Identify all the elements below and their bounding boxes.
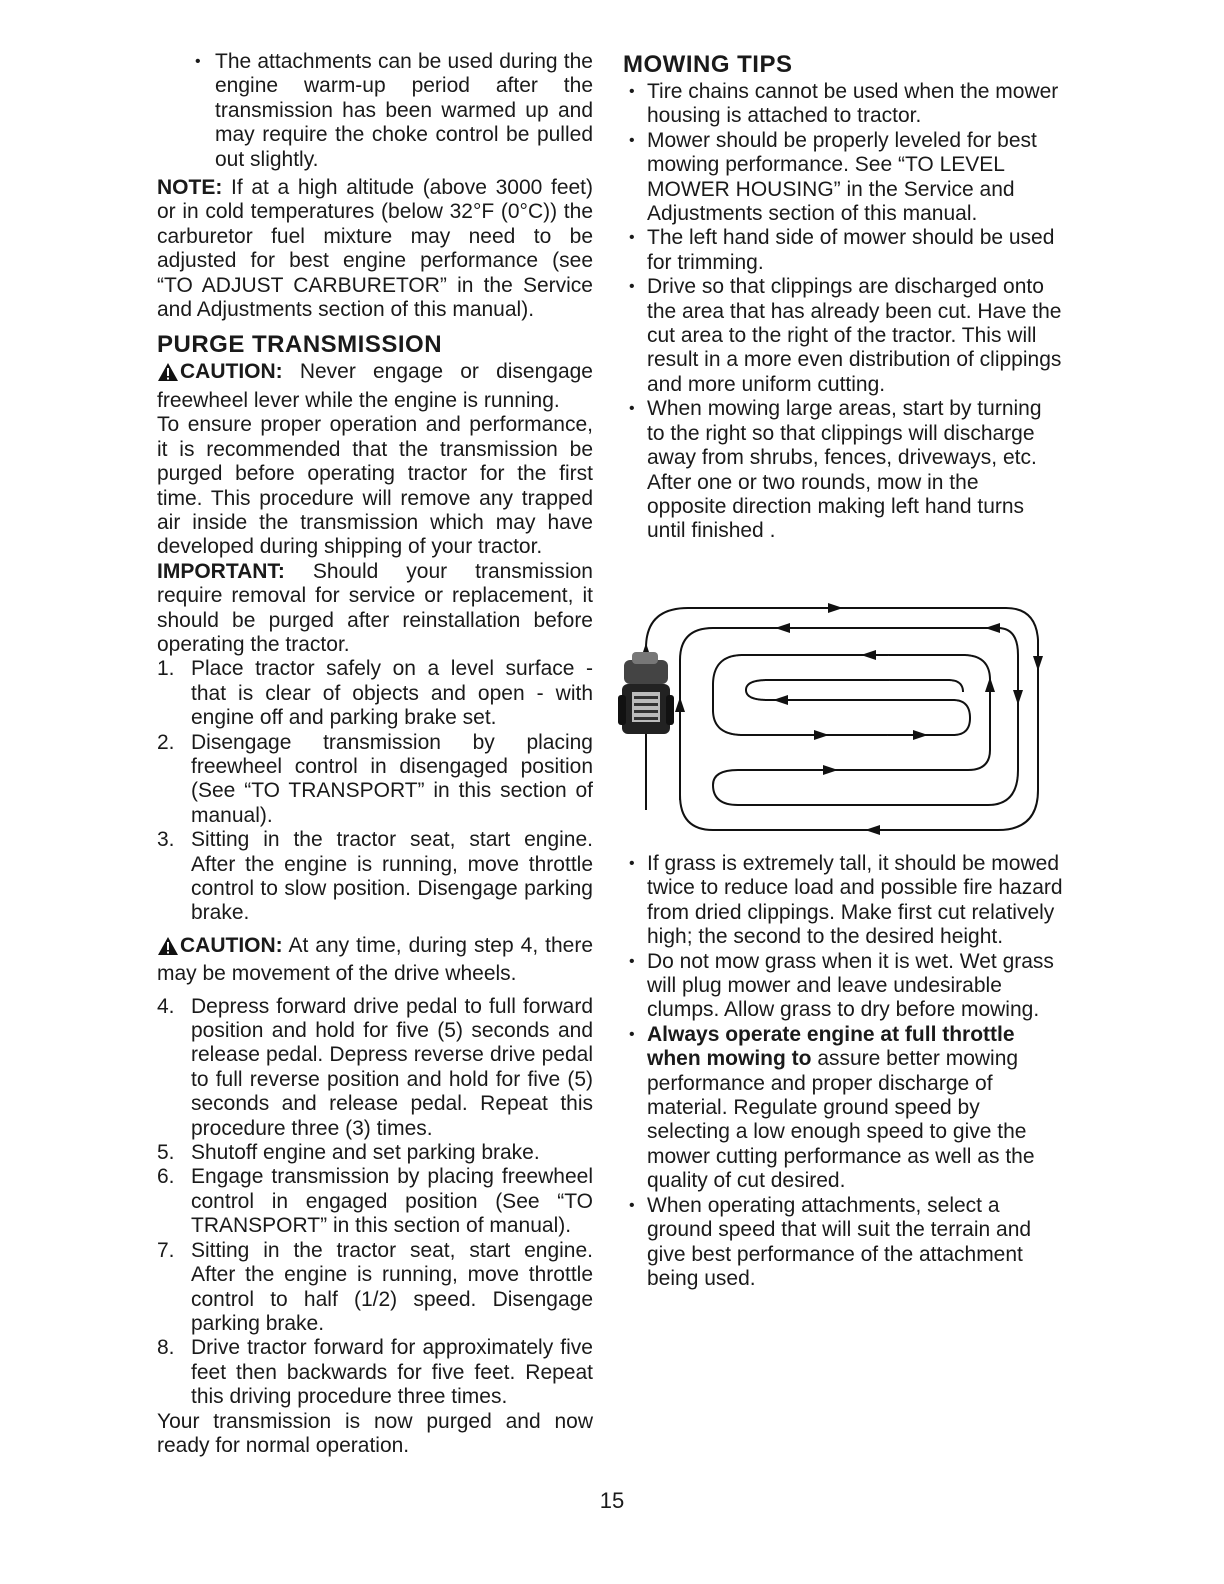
important-text: Should your transmission require removal for service or replacement, it should be purged after reinstallation before operating the tractor. <box>157 559 593 656</box>
step-text: Disengage transmission by placing freewheel control in disengaged position (See “TO TRANSPORT” in this section of manual). <box>191 730 593 827</box>
tractor-icon <box>618 652 674 734</box>
note-text: If at a high altitude (above 3000 feet) or in cold temperatures (below 32°F (0°C)) the carburetor fuel mixture may need to be adjusted for best engine performance (see “TO ADJUST CARBURETOR” in the Service and Adjustments section of this manual). <box>157 176 593 322</box>
page-number: 15 <box>599 1488 625 1513</box>
step-item <box>157 1141 593 1165</box>
throttle-text: assure better mowing performance and proper discharge of material. Regulate ground speed by selecting a low enough speed to give the mower cutting performance as well as the quality of cut desired. <box>647 1047 1035 1193</box>
step-item <box>157 995 593 1141</box>
caution-paragraph-1 <box>157 360 593 413</box>
tip-item: • Mower should be properly leveled for best mowing performance. See “TO LEVEL MOWER HOUSING” in the Service and Adjustments section of this manual. <box>623 129 1063 227</box>
step-number: 2. <box>157 730 175 754</box>
inner-path <box>713 655 990 750</box>
right-column <box>623 50 1063 544</box>
step-text: Depress forward drive pedal to full forward position and hold for five (5) seconds and release pedal. Depress reverse drive pedal to full reverse position and hold for five (5) seconds and release pedal. Repeat this procedure three (3) times. <box>191 994 593 1140</box>
throttle-bold: Always operate engine at full throttle when mowing to <box>647 1022 1015 1071</box>
step-item <box>157 1165 593 1238</box>
step-text: Sitting in the tractor seat, start engine. After the engine is running, move throttle control to slow position. Disengage parking brake. <box>191 828 593 925</box>
outer-path <box>646 608 1038 830</box>
steps-list-a <box>157 657 593 925</box>
step-text: Place tractor safely on a level surface - that is clear of objects and open - with engine off and parking brake set. <box>191 657 593 730</box>
tip-item: • When mowing large areas, start by turning to the right so that clippings will discharge away from shrubs, fences, driveways, etc. After one or two rounds, mow in the opposite direction making left hand turns until finished . <box>623 397 1063 543</box>
tip-item: • Tire chains cannot be used when the mower housing is attached to tractor. <box>623 80 1063 129</box>
right-column-lower <box>623 852 1063 1291</box>
tip-item: • Drive so that clippings are discharged onto the area that has already been cut. Have the cut area to the right of the tractor. This will result in a more even distribution of clippings and more uniform cutting. <box>623 275 1063 397</box>
warning-triangle-icon <box>157 362 179 388</box>
note-label: NOTE: <box>157 176 223 200</box>
step-text: Shutoff engine and set parking brake. <box>191 1141 540 1165</box>
mowing-tips-heading: MOWING TIPS <box>623 51 793 78</box>
caution-label-2: CAUTION: <box>180 933 283 957</box>
caution-text-1: Never engage or disengage freewheel lever while the engine is running. <box>157 360 593 412</box>
caution-label-1: CAUTION: <box>180 360 283 384</box>
caution-text-2: At any time, during step 4, there may be movement of the drive wheels. <box>157 933 593 986</box>
step-number: 7. <box>157 1238 175 1262</box>
warning-triangle-icon <box>157 936 179 962</box>
step-number: 1. <box>157 657 175 681</box>
step-item <box>157 731 593 829</box>
tip-item-throttle <box>623 1023 1063 1194</box>
purge-intro: To ensure proper operation and performance, it is recommended that the transmission be purged before operating tractor for the first time. This procedure will remove any trapped air inside the transmission which may have developed during shipping of your tractor. <box>157 413 593 559</box>
mowing-pattern-diagram <box>618 600 1058 848</box>
step-number: 3. <box>157 828 175 852</box>
step-number: 8. <box>157 1336 175 1360</box>
step-text: Drive tractor forward for approximately five feet then backwards for five feet. Repeat this driving procedure three times. <box>191 1336 593 1409</box>
caution-paragraph-2 <box>157 934 593 987</box>
step-text: Sitting in the tractor seat, start engine. After the engine is running, move throttle control to half (1/2) speed. Disengage parking brake. <box>191 1238 593 1335</box>
tip-item: • If grass is extremely tall, it should be mowed twice to reduce load and possible fire hazard from dried clippings. Make first cut relatively high; the second to the desired height. <box>623 852 1063 950</box>
step-item <box>157 657 593 730</box>
purge-outro: Your transmission is now purged and now ready for normal operation. <box>157 1409 593 1457</box>
tip-item: • When operating attachments, select a ground speed that will suit the terrain and give best performance of the attachment being used. <box>623 1194 1063 1292</box>
important-label: IMPORTANT: <box>157 559 285 583</box>
steps-list-b <box>157 995 593 1410</box>
step-item <box>157 1336 593 1409</box>
purge-transmission-heading: PURGE TRANSMISSION <box>157 331 443 359</box>
step-item <box>157 828 593 926</box>
note-paragraph <box>157 176 593 322</box>
step-item <box>157 1239 593 1337</box>
step-number: 4. <box>157 994 175 1018</box>
left-column <box>157 50 593 1458</box>
step-number: 5. <box>157 1141 175 1165</box>
tips-list-a <box>623 80 1063 544</box>
important-paragraph <box>157 560 593 658</box>
attachments-bullet: • The attachments can be used during the engine warm-up period after the transmission has been warmed up and may require the choke control be pulled out slightly. <box>157 50 593 172</box>
tip-item: • Do not mow grass when it is wet. Wet grass will plug mower and leave undesirable clumps. Allow grass to dry before mowing. <box>623 950 1063 1023</box>
step-number: 6. <box>157 1165 175 1189</box>
tip-item: • The left hand side of mower should be used for trimming. <box>623 226 1063 275</box>
step-text: Engage transmission by placing freewheel control in engaged position (See “TO TRANSPORT” in this section of manual). <box>191 1165 593 1238</box>
